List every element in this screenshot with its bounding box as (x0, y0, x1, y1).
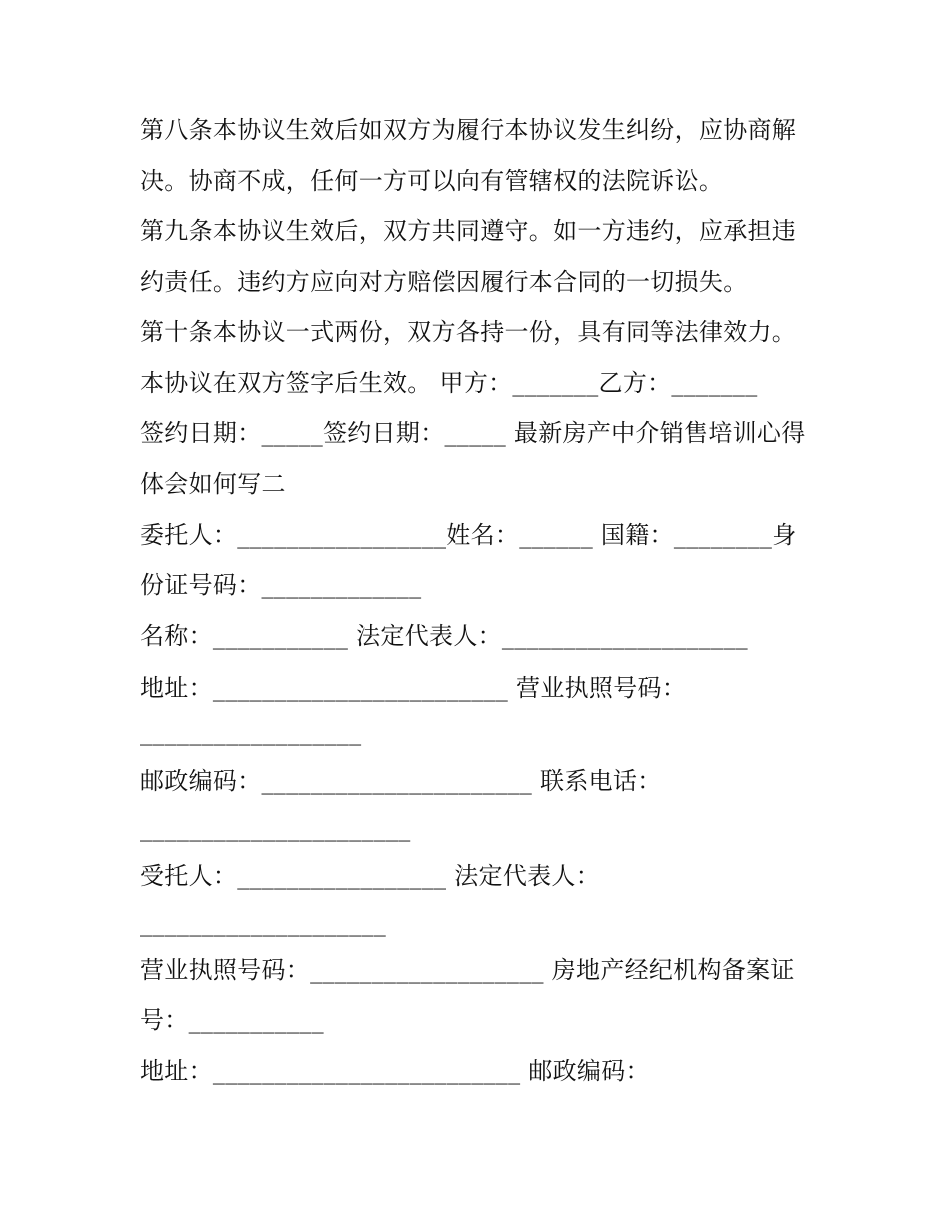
agent-line: 受托人：_________________ 法定代表人： (140, 862, 601, 890)
representative-blank-line: ____________________ (140, 909, 386, 937)
clause-10-line: 第十条本协议一式两份，双方各持一份，具有同等法律效力。 (140, 318, 797, 346)
agent-license-line: 营业执照号码：___________________ 房地产经纪机构备案证 (140, 956, 795, 984)
name-representative-line: 名称：___________ 法定代表人：____________________ (140, 622, 748, 650)
clause-8-line-1: 第八条本协议生效后如双方为履行本协议发生纠纷，应协商解 (140, 116, 797, 144)
clause-8-line-2: 决。协商不成，任何一方可以向有管辖权的法院诉讼。 (140, 167, 724, 195)
signing-date-line: 签约日期：_____签约日期：_____ 最新房产中介销售培训心得 (140, 419, 806, 447)
clause-9-line-2: 约责任。违约方应向对方赔偿因履行本合同的一切损失。 (140, 268, 748, 296)
agent-address-line: 地址：_________________________ 邮政编码： (140, 1057, 650, 1085)
address-license-line: 地址：________________________ 营业执照号码： (140, 674, 687, 702)
postal-phone-line: 邮政编码：______________________ 联系电话： (140, 767, 662, 795)
phone-blank-line: ______________________ (140, 814, 411, 842)
id-number-line: 份证号码：_____________ (140, 571, 422, 599)
effective-signature-line: 本协议在双方签字后生效。 甲方：_______乙方：_______ (140, 369, 758, 397)
clause-9-line-1: 第九条本协议生效后，双方共同遵守。如一方违约，应承担违 (140, 217, 797, 245)
document-page (140, 0, 820, 1229)
filing-number-line: 号：___________ (140, 1006, 324, 1034)
license-blank-line: __________________ (140, 718, 362, 746)
principal-info-line: 委托人：_________________姓名：______ 国籍：________身 (140, 521, 797, 549)
section-heading-line: 体会如何写二 (140, 470, 286, 498)
